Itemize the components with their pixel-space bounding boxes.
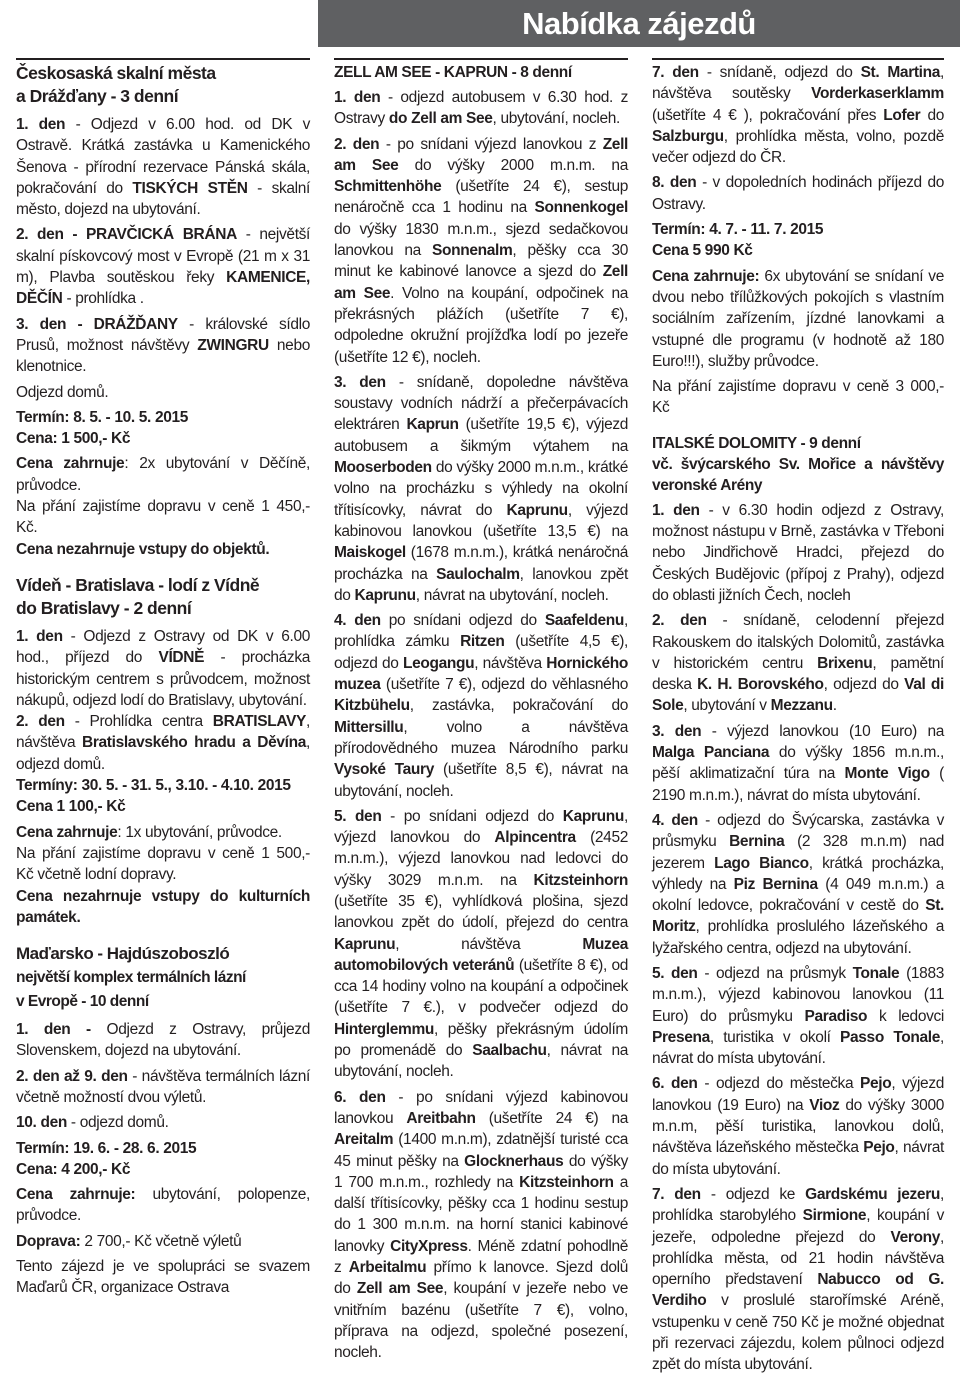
price: Cena: 4 200,- Kč [16, 1160, 131, 1178]
day-paragraph [334, 134, 628, 368]
place: Kitzbühelu [334, 697, 410, 715]
place: Vioz [809, 1096, 840, 1114]
day-label: 10. den [16, 1114, 67, 1132]
transport: Na přání zajistíme dopravu v ceně 1 450,- Kč. [16, 498, 310, 537]
day-label: 5. den [334, 807, 382, 825]
place: Brixenu [817, 654, 873, 672]
tour-title-hungary [16, 942, 310, 1013]
day-paragraph [334, 87, 628, 130]
text: (1400 m.n.m), zdatnější turisté cca 45 minut pěšky na [334, 1131, 628, 1170]
place: TISKÝCH STĚN [132, 179, 248, 197]
place: Zell am See [334, 135, 628, 174]
text: , prohlídka města, od 21 hodin návštěva operního představení [652, 1228, 944, 1289]
column-left [16, 60, 310, 1303]
price: Cena: 1 500,- Kč [16, 430, 131, 448]
text: , volno a návštěva přírodovědného muzea Národního parku [334, 718, 628, 757]
transport: Na přání zajistíme dopravu v ceně 3 000,- Kč [652, 378, 944, 417]
text: , návrat do místa ubytování. [652, 1028, 944, 1068]
text: (ušetříte 8,5 €), návrat na ubytování, nocleh. [334, 761, 628, 800]
text: (ušetříte 24 €), sestup nenáročně cca 1 hodinu na [334, 178, 628, 217]
return-text: Odjezd domů. [16, 383, 109, 401]
place: KAMENICE, DĚČÍN [16, 269, 310, 308]
text: , koupání v jezeře, odpoledne přejezd do [652, 1207, 945, 1246]
day-label: 2. den [334, 135, 380, 153]
day-paragraph [16, 1112, 310, 1133]
place: Sirmione [802, 1207, 867, 1225]
text: - skalní město, dojezd na ubytování. [16, 179, 310, 219]
day-label: 4. den [652, 811, 698, 829]
text: - odjezd do Švýcarska, zastávka v průsmyku [652, 811, 944, 851]
text: - návštěva termálních lázní včetně možností dvou výletů. [16, 1067, 311, 1106]
column-middle [334, 62, 628, 1368]
place: BRATISLAVY [212, 713, 307, 731]
place: VÍDNĚ [158, 649, 205, 667]
day-label: 1. den [16, 116, 66, 133]
term: Termín: 19. 6. - 28. 6. 2015 [16, 1139, 197, 1157]
day-label: 6. den [334, 1088, 386, 1106]
day-paragraph [16, 711, 310, 775]
text: , návrat do místa ubytování. [652, 1139, 944, 1178]
text: , pěšky cca 30 minut ke kabinové lanovce a sjezd do [334, 242, 628, 281]
tour-title-zell: ZELL AM SEE - KAPRUN - 8 denní [334, 64, 572, 81]
place: Pejo [863, 1139, 895, 1157]
includes-label: Cena zahrnuje: [16, 1186, 136, 1204]
place: Kaprunu [506, 501, 568, 519]
day-paragraph [652, 1073, 944, 1179]
term: Termín: 8. 5. - 10. 5. 2015 [16, 408, 189, 426]
text: - Odjezd z Ostravy od DK v 6.00 hod., příjezd do [16, 627, 310, 667]
place: Salzburgu [652, 127, 724, 145]
day-paragraph [652, 610, 944, 716]
text: do výšky 1856 m.n.m., pěší aklimatizační túra na [652, 744, 944, 783]
text: - procházka historickým centrem s průvodcem, možnost nákupů, odjezd lodí do Bratislavy, ubytování. [16, 649, 310, 709]
divider-mid [334, 58, 628, 60]
place: Kaprunu [334, 935, 396, 953]
day-label: 4. den [334, 612, 381, 630]
text: (4 049 m.n.m.) a okolní ledovce, pokračování v cestě do [652, 875, 944, 915]
text: - prohlídka . [62, 290, 144, 308]
text: - v dopoledních hodinách příjezd do Ostravy. [652, 174, 944, 213]
price: Cena 5 990 Kč [652, 242, 753, 260]
text: , výjezd kabinovou lanovkou (ušetříte 13,5 €) na [334, 501, 629, 540]
transport-label: Doprava: [16, 1232, 81, 1250]
day-paragraph [16, 626, 310, 711]
title-line: do Bratislavy - 2 denní [16, 597, 192, 618]
text: ubytování, polopenze, průvodce. [16, 1186, 310, 1225]
text: , lanovkou zpět do [334, 565, 628, 604]
text: do výšky 2000 m.n.m. na [398, 156, 628, 174]
includes [16, 822, 310, 843]
title-line: Českosaská skalní města [16, 63, 216, 83]
term: Termíny: 30. 5. - 31. 5., 3.10. - 4.10. 2015 [16, 777, 291, 795]
day-paragraph [652, 963, 944, 1069]
text: , návštěva soutěsky [652, 64, 944, 103]
day-paragraph [652, 721, 944, 806]
day-label: 1. den [16, 627, 63, 645]
place: Kaprun [406, 416, 459, 434]
place: Passo Tonale [840, 1028, 941, 1046]
text: (1678 m.n.m.), krátká nenáročná procházka na [334, 544, 628, 583]
text: do výšky 3000 m.n.m, pěší turistika, lanovkou dolů, návštěva lázeňského městečka [652, 1096, 944, 1157]
day-label: 2. den [652, 612, 707, 630]
place: Maiskogel [334, 544, 406, 562]
text: (ušetříte 7 €), odjezd do věhlasného [380, 676, 628, 694]
title-line: Maďarsko - Hajdúszoboszló [16, 944, 230, 964]
text: - výjezd lanovkou (10 Euro) na [701, 722, 944, 740]
text: 2 700,- Kč včetně výletů [80, 1232, 242, 1250]
place: CityXpress [390, 1237, 468, 1255]
text: - po snídani odjezd do [381, 807, 563, 825]
text: do [920, 106, 945, 124]
tour-title-vienna [16, 574, 310, 620]
text: , odjezd do [823, 676, 905, 694]
place: Tonale [852, 964, 900, 982]
day-label: 1. den [652, 501, 700, 519]
tour-title-saxony [16, 62, 310, 108]
day-paragraph [652, 500, 944, 606]
text: (ušetříte 24 €) na [475, 1109, 628, 1127]
day-paragraph [334, 372, 628, 606]
place: Sonnenkogel [534, 199, 628, 217]
text: , odjezd domů. [16, 734, 310, 773]
text: , návštěva [395, 935, 583, 953]
place: St. Moritz [652, 897, 944, 936]
place: Monte Vigo [844, 765, 930, 783]
text: - Prohlídka centra [64, 713, 213, 731]
includes [16, 1184, 310, 1227]
place: Mezzanu [770, 697, 833, 715]
note: Tento zájezd je ve spolupráci se svazem Maďarů ČR, organizace Ostrava [16, 1258, 310, 1297]
includes [16, 453, 310, 496]
title-line: v Evropě - 10 denní [16, 993, 149, 1011]
text: , návrat na ubytování, nocleh. [334, 1042, 628, 1081]
text: : 2x ubytování v Děčíně, průvodce. [16, 455, 310, 494]
title-line: největší komplex termálních lázní [16, 969, 246, 987]
place: Lofer [883, 106, 921, 124]
text: , pěšky překrásným údolím po promenádě do [334, 1020, 628, 1060]
place: Val di Sole [652, 676, 944, 715]
place: Hornického muzea [334, 654, 628, 694]
day-label: 7. den [652, 1185, 701, 1203]
place: Glocknerhaus [464, 1152, 564, 1170]
place: Piz Bernina [733, 875, 818, 893]
transport: Na přání zajistíme dopravu v ceně 1 500,- Kč včetně lodní dopravy. [16, 844, 310, 884]
title-line: a Drážďany - 3 denní [16, 86, 179, 106]
place: Zell am See [334, 263, 628, 302]
place: Gardskému jezeru [805, 1185, 941, 1203]
text: , ubytování, nocleh. [492, 110, 620, 128]
day-label: 3. den [652, 722, 702, 740]
day-paragraph [652, 1184, 944, 1376]
place: St. Martina [860, 64, 941, 81]
day-label: 3. den [334, 373, 386, 391]
text: (ušetříte 4 € ), pokračování přes [652, 106, 884, 124]
day-paragraph [16, 314, 310, 378]
text: - snídaně, dopoledne návštěva soustavy vodních nádrží a přečerpávacích elektráren [334, 373, 628, 434]
text: , výjezd lanovkou do [334, 807, 628, 847]
term: Termín: 4. 7. - 11. 7. 2015 [652, 221, 824, 239]
day-paragraph [334, 806, 628, 1083]
place: Saafeldenu [544, 612, 625, 630]
day-paragraph [334, 610, 628, 802]
day-paragraph [652, 62, 944, 168]
text: , návštěva [16, 713, 310, 752]
tour-title-dolomites: ITALSKÉ DOLOMITY - 9 denní [652, 434, 861, 452]
text: nebo klenotnice. [16, 336, 310, 376]
text: - po snídani výjezd kabinovou lanovkou [334, 1088, 628, 1127]
text: - v 6.30 hodin odjezd z Ostravy, možnost nástupu v Brně, zastávka v Třeboni nebo Jindřichově Hradci, přejezd do Českých Budějovic (přípoj z Prahy), odjezd do oblasti jižních Čech, nocleh [652, 501, 944, 604]
place: Paradiso [804, 1007, 868, 1025]
text: a další třítisícovky, pěšky cca 1 hodinu sestup do 1 300 m.n.m. na horní stanici kabinové lanovky [334, 1173, 628, 1255]
place: Kitzsteinhorn [519, 1173, 614, 1191]
text: do výšky 1 700 m.n.m., rozhledy na [334, 1152, 628, 1191]
day-label: 8. den [652, 174, 697, 192]
text: . Volno na koupání, odpočinek na překrásných plážích (ušetříte 7 €), odpoledne okružní projížďka lodí po jezeře (ušetříte 12 €), nocleh. [334, 284, 628, 366]
text: po snídani odjezd do [380, 612, 545, 630]
text: (1883 m.n.m.), výjezd kabinovou lanovkou (11 Euro) do průsmyku [652, 964, 944, 1025]
text: , krátká procházka, výhledy na [652, 854, 944, 893]
divider-right [652, 58, 944, 60]
tour-subtitle-dolomites: vč. švýcarského Sv. Mořice a návštěvy veronské Arény [652, 455, 944, 494]
text: (2452 m.n.m.), výjezd lanovkou nad ledovci do výšky 3029 m.n.m. na [334, 829, 628, 889]
includes-label: Cena zahrnuje: [652, 267, 760, 285]
text: 6x ubytování se snídaní ve dvou nebo třílůžkových pokojích s vlastním sociálním zařízením, jízdné lanovkami a vstupné dle programu (v hodnotě až 180 Euro!!!), služby průvodce. [652, 267, 944, 370]
place: Arbeitalmu [348, 1259, 427, 1277]
place: Kaprunu [354, 586, 416, 604]
day-paragraph [16, 1066, 310, 1109]
place: Mooserboden [334, 459, 432, 477]
place: Areitbahn [406, 1109, 476, 1127]
includes-label: Cena zahrnuje [16, 823, 118, 841]
place: Mittersillu [334, 718, 404, 736]
place: Zell am See [356, 1280, 444, 1298]
text: , prohlídka starobylého [652, 1185, 944, 1225]
day-paragraph [16, 114, 310, 220]
place: Schmittenhöhe [334, 178, 442, 196]
day-paragraph [652, 172, 944, 215]
day-label: 1. den - [16, 1021, 91, 1039]
text: , návrat na ubytování, nocleh. [415, 586, 609, 604]
text: do výšky 1830 m.n.m., sjezd sedačkovou lanovkou na [334, 220, 628, 260]
excludes: Cena nezahrnuje vstupy do objektů. [16, 540, 270, 558]
place: Bernina [729, 833, 785, 851]
text: . Méně zdatní pohodlně z [334, 1237, 629, 1277]
day-label: 2. den až 9. den [16, 1067, 128, 1085]
text: , pamětní deska [652, 654, 944, 694]
place: Saulochalm [436, 565, 520, 583]
price: Cena 1 100,- Kč [16, 798, 126, 816]
place: Nabucco od G. Verdiho [652, 1271, 944, 1310]
text: (ušetříte 19,5 €), výjezd autobusem a šikmým výtahem na [334, 416, 629, 455]
day-label: 2. den - PRAVČICKÁ BRÁNA [16, 226, 237, 244]
place: do Zell am See [388, 110, 493, 128]
text: (ušetříte 4,5 €), odjezd do [334, 633, 629, 672]
text: - Odjezd v 6.00 hod. od DK v Ostravě. Krátká zastávka u Kamenického Šenova - přírodní rezervace Pánská skála, pokračování do [16, 116, 310, 197]
header [0, 0, 960, 47]
column-right [652, 62, 944, 1380]
place: Pejo [860, 1075, 892, 1093]
transport [16, 1231, 310, 1252]
place: Ritzen [460, 633, 505, 651]
text: k ledovci [867, 1007, 944, 1025]
place: Vysoké Taury [334, 761, 434, 779]
day-paragraph [16, 224, 310, 309]
place: Bratislavského hradu a Děvína [82, 734, 307, 752]
day-paragraph [16, 1019, 310, 1062]
text: , prohlídka zámku [334, 612, 628, 651]
text: (ušetříte 8 €), od cca 14 hodiny volno na koupání a odpočinek (ušetříte 7 €.), v podvečer odjezd do [334, 956, 628, 1017]
text: Odjezd z Ostravy, průjezd Slovenskem, dojezd na ubytování. [16, 1021, 310, 1060]
place: K. H. Borovského [697, 676, 824, 694]
text: , koupání v jezeře nebo ve vnitřním bazénu (ušetříte 7 €), volno, příprava na odjezd, společné posezení, nocleh. [334, 1280, 628, 1362]
includes [652, 266, 944, 372]
place: Sonnenalm [432, 242, 513, 260]
text: , ubytování v [683, 697, 771, 715]
text: , prohlídka města, volno, pozdě večer odjezd do ČR. [652, 127, 944, 167]
text: , turistika v okolí [709, 1028, 841, 1046]
text: , výjezd lanovkou (19 Euro) na [652, 1075, 944, 1114]
text: - po snídani výjezd lanovkou z [379, 135, 603, 153]
text: - odjezd domů. [66, 1114, 169, 1132]
title-line: Vídeň - Bratislava - lodí z Vídně [16, 574, 260, 595]
place: Kitzsteinhorn [533, 871, 628, 889]
day-label: 3. den - DRÁŽĎANY [16, 315, 178, 333]
text: ( 2190 m.n.m.), návrat do místa ubytování. [652, 765, 944, 804]
day-paragraph [334, 1087, 628, 1364]
place: Vorderkaserklamm [811, 85, 944, 103]
text: - odjezd autobusem v 6.30 hod. z Ostravy [334, 89, 628, 128]
day-label: 5. den [652, 964, 698, 982]
text: , prohlídka proslulého lázeňského a lyžařského centra, odjezd na ubytování. [652, 918, 944, 957]
text: - snídaně, celodenní přejezd Rakouskem do italských Dolomitů, zastávka v historickém centru [652, 612, 944, 672]
day-label: 1. den [334, 89, 381, 106]
place: Leogangu [402, 654, 475, 672]
day-label: 6. den [652, 1075, 698, 1093]
place: Muzea automobilových veteránů [334, 935, 628, 974]
day-paragraph [652, 810, 944, 959]
text: - odjezd do městečka [697, 1075, 861, 1093]
text: . [832, 697, 837, 715]
text: : 1x ubytování, průvodce. [117, 823, 282, 841]
text: , zastávka, pokračování do [409, 697, 628, 715]
place: Alpincentra [494, 829, 576, 847]
text: - královské sídlo Prusů, možnost návštěvy [16, 315, 310, 354]
page-title: Nabídka zájezdů [318, 0, 960, 47]
place: Presena [652, 1028, 710, 1046]
place: Saalbachu [472, 1042, 547, 1060]
text: v proslulé starořímské Aréně, vstupenku v ceně 750 Kč je možné objednat při rezervaci zájezdu, kolem půlnoci odjezd zpět do místa ubytování. [652, 1292, 944, 1374]
text: (ušetříte 35 €), vyhlídková plošina, sjezd lanovkou zpět do údolí, přejezd do centra [334, 892, 628, 932]
text: - největší skalní pískovcový most v Evropě (21 m x 31 m), Plavba soutěskou řeky [16, 226, 311, 287]
place: ZWINGRU [197, 336, 269, 354]
place: Malga Panciana [652, 744, 770, 762]
day-label: 2. den [16, 713, 65, 731]
day-label: 7. den [652, 64, 699, 81]
text: - odjezd na průsmyk [697, 964, 853, 982]
text: , návštěva [474, 654, 547, 672]
excludes: Cena nezahrnuje vstupy do kulturních památek. [16, 887, 310, 926]
text: přímo k lanovce. Sjezd dolů do [334, 1259, 628, 1298]
text: - odjezd ke [700, 1185, 806, 1203]
text: (2 328 m.n.m) nad jezerem [652, 833, 944, 872]
place: Verony [890, 1228, 941, 1246]
text: do výšky 2000 m.n.m., krátké volno na procházku s výhledy na okolní třítisícovky, návrat do [334, 459, 628, 519]
includes-label: Cena zahrnuje [16, 455, 125, 473]
place: Hinterglemmu [334, 1020, 435, 1038]
text: - snídaně, odjezd do [698, 64, 861, 81]
place: Kaprunu [562, 807, 625, 825]
place: Lago Bianco [714, 854, 809, 872]
place: Areitalm [334, 1131, 394, 1149]
